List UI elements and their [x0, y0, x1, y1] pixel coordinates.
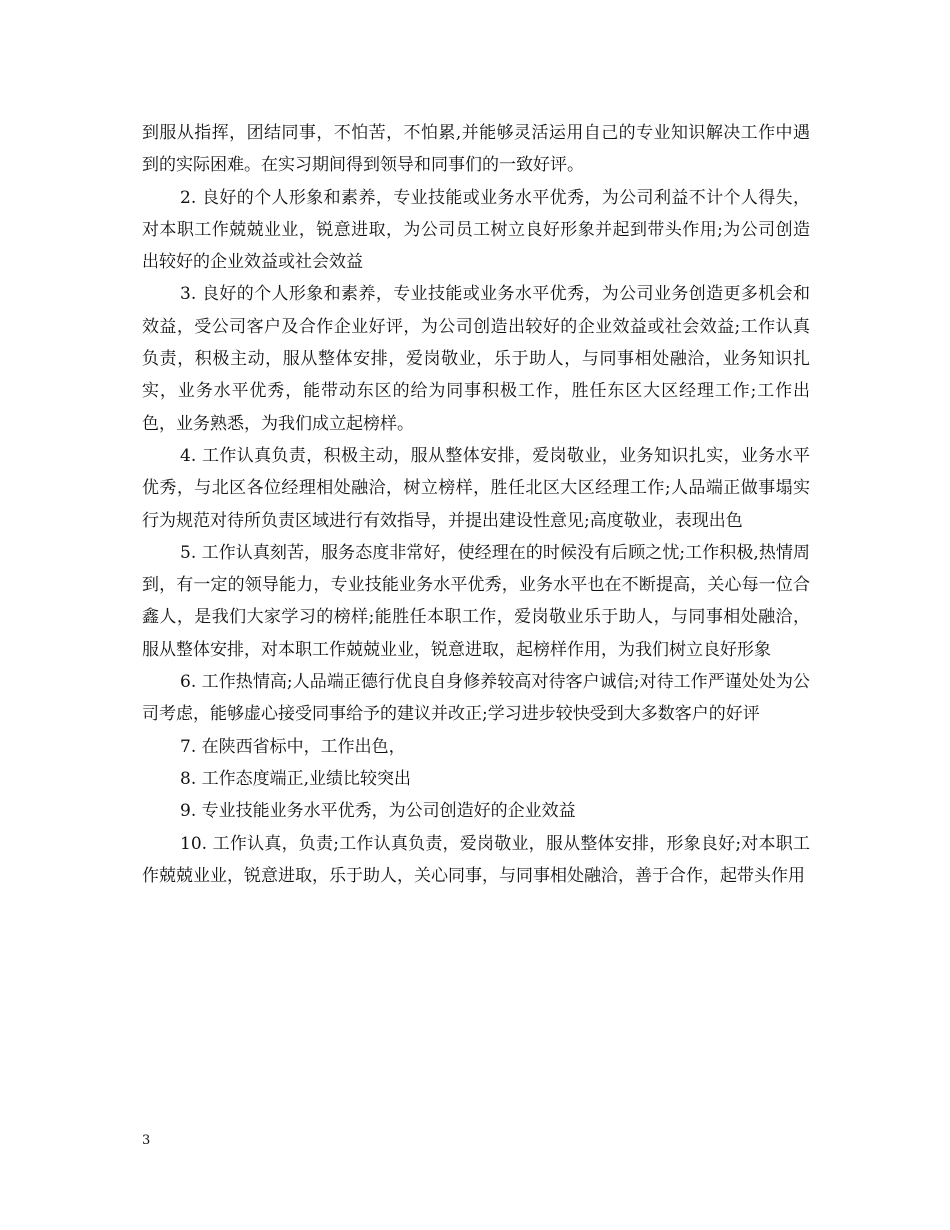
paragraph-continuation: 到服从指挥，团结同事，不怕苦，不怕累,并能够灵活运用自己的专业知识解决工作中遇到的实际困难。在实习期间得到领导和同事们的一致好评。: [142, 123, 810, 176]
paragraph-item-5: 5. 工作认真刻苦，服务态度非常好，使经理在的时候没有后顾之忧;工作积极,热情周到，有一定的领导能力，专业技能业务水平优秀，业务水平也在不断提高，关心每一位合鑫人，是我们大家学习的榜样;能胜任本职工作，爱岗敬业乐于助人，与同事相处融洽，服从整体安排，对本职工作兢兢业业，锐意进取，起榜样作用，为我们树立良好形象: [142, 542, 810, 660]
page-number: 3: [142, 1133, 151, 1148]
paragraph-item-6: 6. 工作热情高;人品端正德行优良自身修养较高对待客户诚信;对待工作严谨处处为公司考虑，能够虚心接受同事给予的建议并改正;学习进步较快受到大多数客户的好评: [142, 672, 810, 725]
paragraph-item-7: 7. 在陕西省标中，工作出色，: [180, 736, 406, 757]
paragraph-item-4: 4. 工作认真负责，积极主动，服从整体安排，爱岗敬业，业务知识扎实，业务水平优秀，与北区各位经理相处融洽，树立榜样，胜任北区大区经理工作;人品端正做事塌实行为规范对待所负责区域进行有效指导，并提出建设性意见;高度敬业，表现出色: [142, 445, 810, 531]
paragraph-item-8: 8. 工作态度端正,业绩比较突出: [180, 768, 412, 789]
paragraph-item-2: 2. 良好的个人形象和素养，专业技能或业务水平优秀，为公司利益不计个人得失，对本职工作兢兢业业，锐意进取，为公司员工树立良好形象并起到带头作用;为公司创造出较好的企业效益或社会效益: [142, 187, 810, 273]
document-body: [142, 117, 810, 892]
paragraph-item-3: 3. 良好的个人形象和素养，专业技能或业务水平优秀，为公司业务创造更多机会和效益，受公司客户及合作企业好评，为公司创造出较好的企业效益或社会效益;工作认真负责，积极主动，服从整体安排，爱岗敬业，乐于助人，与同事相处融洽，业务知识扎实，业务水平优秀，能带动东区的给为同事积极工作，胜任东区大区经理工作;工作出色，业务熟悉，为我们成立起榜样。: [142, 284, 810, 434]
paragraph-item-9: 9. 专业技能业务水平优秀，为公司创造好的企业效益: [180, 801, 576, 822]
paragraph-item-10: 10. 工作认真，负责;工作认真负责，爱岗敬业，服从整体安排，形象良好;对本职工作兢兢业业，锐意进取，乐于助人，关心同事，与同事相处融洽，善于合作，起带头作用: [142, 833, 810, 886]
